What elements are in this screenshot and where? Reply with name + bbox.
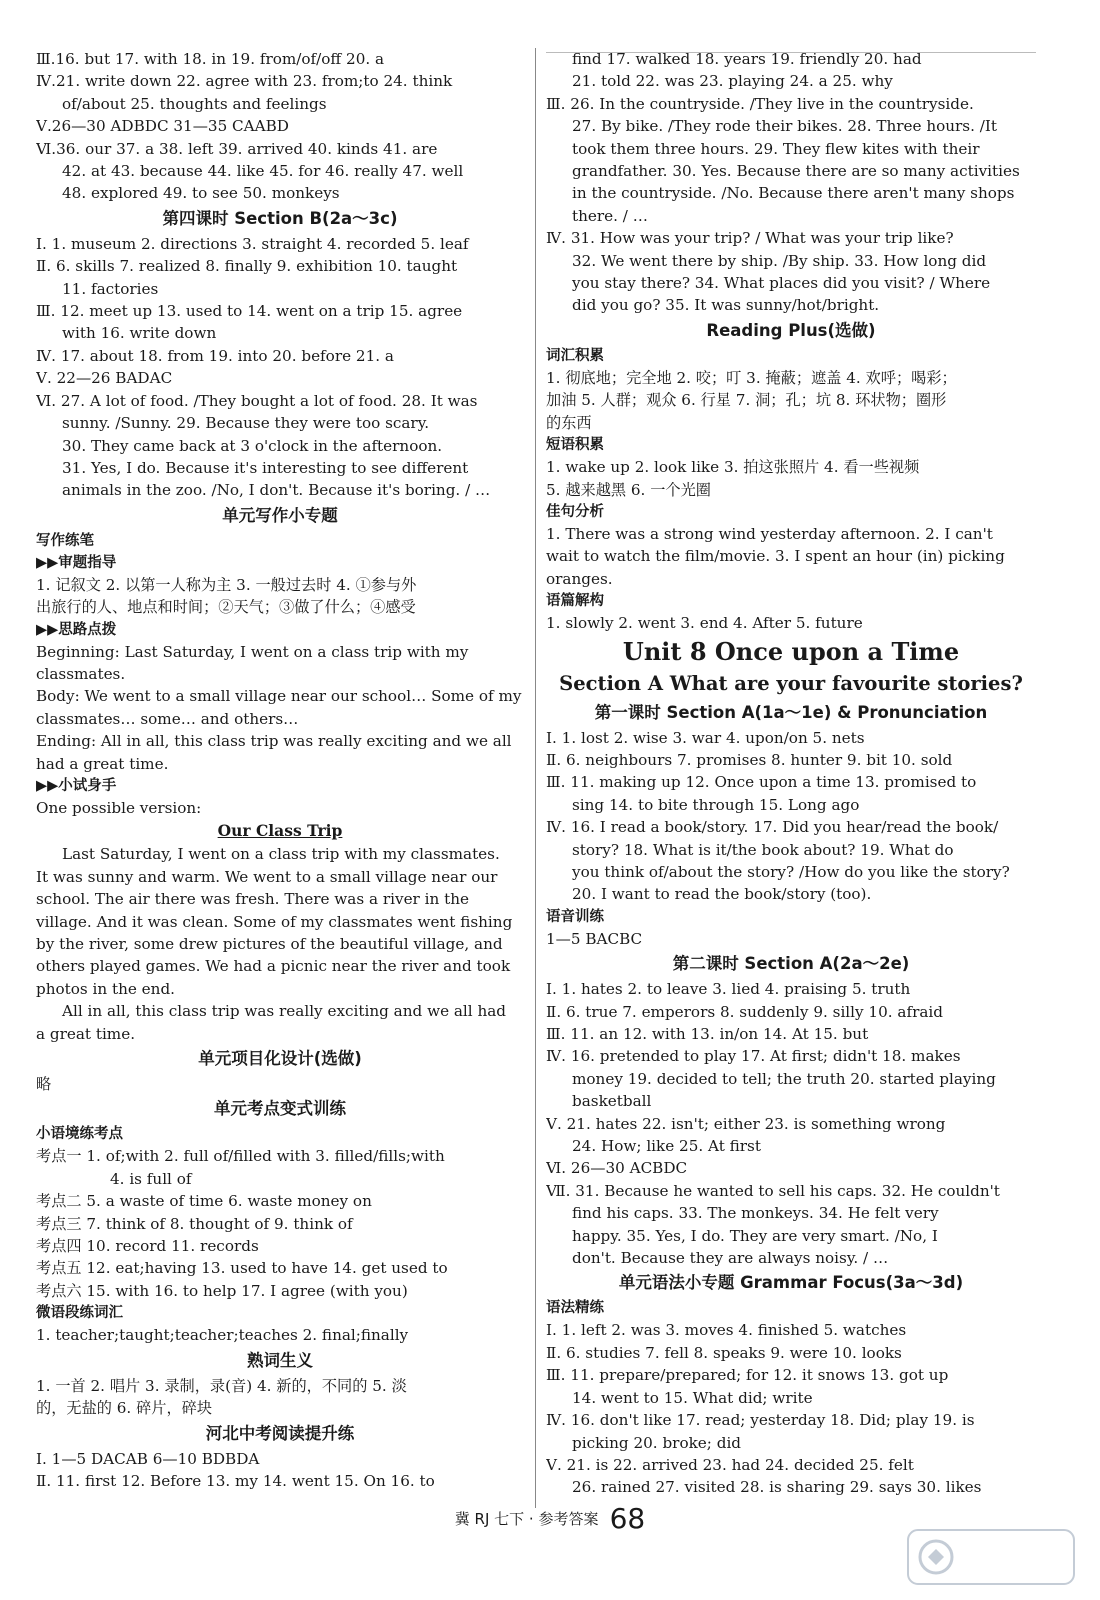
answer-line: grandfather. 30. Yes. Because there are so many activities	[572, 162, 1020, 181]
answer-line: wait to watch the film/movie. 3. I spent an hour (in) picking	[546, 547, 1005, 566]
essay-line: All in all, this class trip was really exciting and we all had	[62, 1002, 507, 1021]
answer-line: did you go? 35. It was sunny/hot/bright.	[572, 296, 880, 315]
subheading: 语法精练	[546, 1300, 604, 1317]
answer-line: Ⅰ. 1—5 DACAB 6—10 BDBDA	[36, 1449, 260, 1468]
essay-line: photos in the end.	[36, 979, 176, 998]
subheading: 语篇解构	[546, 593, 604, 610]
answer-line: Ⅳ. 17. about 18. from 19. into 20. before 21. a	[36, 346, 394, 365]
section-heading: 熟词生义	[247, 1350, 313, 1370]
section-heading: 河北中考阅读提升练	[205, 1423, 355, 1443]
answer-line: you stay there? 34. What places did you visit? / Where	[572, 274, 991, 293]
answer-line: picking 20. broke; did	[572, 1433, 742, 1452]
answer-line: Ⅲ. 12. meet up 13. used to 14. went on a trip 15. agree	[36, 302, 463, 321]
essay-line: village. And it was clean. Some of my classmates went fishing	[36, 912, 513, 931]
unit-title: Unit 8 Once upon a Time	[622, 636, 960, 666]
answer-line: 5. 越来越黑 6. 一个光圈	[546, 480, 711, 499]
answer-line: 考点四 10. record 11. records	[36, 1237, 259, 1256]
answer-line: don't. Because they are always noisy. / …	[572, 1249, 889, 1268]
answer-line: 1. 彻底地；完全地 2. 咬；叮 3. 掩蔽；遮盖 4. 欢呼；喝彩；	[546, 368, 957, 387]
answer-line: Ⅰ. 1. hates 2. to leave 3. lied 4. praising 5. truth	[546, 980, 911, 999]
answer-line: oranges.	[546, 569, 613, 588]
answer-line: Ⅳ. 16. don't like 17. read; yesterday 18. Did; play 19. is	[546, 1411, 975, 1430]
answer-line: 1. 一首 2. 唱片 3. 录制，录(音) 4. 新的，不同的 5. 淡	[36, 1376, 407, 1395]
answer-line: 略	[36, 1075, 52, 1094]
answer-line: happy. 35. Yes, I do. They are very smart. /No, I	[572, 1226, 938, 1245]
answer-line: 11. factories	[62, 279, 159, 298]
subheading: ▶▶思路点拨	[36, 621, 117, 638]
answer-line: Ⅱ. 11. first 12. Before 13. my 14. went 15. On 16. to	[36, 1471, 435, 1490]
answer-line: 考点六 15. with 16. to help 17. I agree (with you)	[36, 1281, 408, 1300]
essay-line: school. The air there was fresh. There was a river in the	[36, 890, 469, 909]
answer-line: Ⅴ. 22—26 BADAC	[36, 369, 173, 388]
answer-line: 31. Yes, I do. Because it's interesting to see different	[62, 458, 469, 477]
answer-line: 加油 5. 人群；观众 6. 行星 7. 洞；孔；坑 8. 环状物；圈形	[546, 391, 947, 410]
subheading: 微语段练词汇	[36, 1305, 123, 1322]
answer-line: Ⅳ. 16. pretended to play 17. At first; didn't 18. makes	[546, 1047, 961, 1066]
answer-line: 考点二 5. a waste of time 6. waste money on	[36, 1192, 372, 1211]
answer-line: 1. There was a strong wind yesterday afternoon. 2. I can't	[546, 524, 993, 543]
answer-line: 21. told 22. was 23. playing 24. a 25. why	[572, 72, 893, 91]
answer-line: animals in the zoo. /No, I don't. Because it's boring. / …	[62, 481, 491, 500]
page-number: 68	[609, 1502, 646, 1535]
answer-line: 1. slowly 2. went 3. end 4. After 5. future	[546, 614, 863, 633]
answer-line: of/about 25. thoughts and feelings	[62, 94, 327, 113]
answer-line: in the countryside. /No. Because there aren't many shops	[572, 184, 1015, 203]
answer-line: Ⅳ.21. write down 22. agree with 23. from;to 24. think	[36, 72, 453, 91]
answer-line: Ⅲ. 11. making up 12. Once upon a time 13. promised to	[546, 773, 977, 792]
answer-line: 4. is full of	[110, 1169, 192, 1188]
answer-line: sunny. /Sunny. 29. Because they were too scary.	[62, 414, 430, 433]
section-heading: Reading Plus(选做)	[706, 320, 876, 340]
section-heading: 单元项目化设计(选做)	[198, 1049, 362, 1069]
answer-line: Ⅰ. 1. left 2. was 3. moves 4. finished 5. watches	[546, 1321, 907, 1340]
answer-line: 考点三 7. think of 8. thought of 9. think of	[36, 1214, 353, 1233]
answer-line: Ⅴ. 21. is 22. arrived 23. had 24. decided 25. felt	[546, 1455, 914, 1474]
answer-line: Ⅱ. 6. true 7. emperors 8. suddenly 9. silly 10. afraid	[546, 1002, 943, 1021]
answer-line: find his caps. 33. The monkeys. 34. He felt very	[572, 1204, 939, 1223]
answer-line: 24. How; like 25. At first	[572, 1137, 761, 1156]
answer-line: Ⅲ.16. but 17. with 18. in 19. from/of/off 20. a	[36, 50, 385, 68]
answer-line: Ⅵ. 26—30 ACBDC	[546, 1159, 688, 1178]
answer-line: Ⅳ. 16. I read a book/story. 17. Did you hear/read the book/	[546, 818, 999, 837]
essay-line: a great time.	[36, 1024, 136, 1043]
answer-line: Ⅱ. 6. skills 7. realized 8. finally 9. exhibition 10. taught	[36, 257, 458, 276]
answer-line: 考点一 1. of;with 2. full of/filled with 3. filled/fills;with	[36, 1147, 445, 1166]
answer-line: Ⅴ. 21. hates 22. isn't; either 23. is something wrong	[546, 1114, 946, 1133]
answer-line: 1. teacher;taught;teacher;teaches 2. final;finally	[36, 1326, 409, 1345]
answer-line: 26. rained 27. visited 28. is sharing 29. says 30. likes	[572, 1478, 982, 1497]
answer-line: story? 18. What is it/the book about? 19. What do	[572, 840, 954, 859]
answer-line: sing 14. to bite through 15. Long ago	[572, 795, 860, 814]
section-heading: 单元考点变式训练	[214, 1099, 346, 1119]
essay-line: Last Saturday, I went on a class trip with my classmates.	[62, 845, 500, 864]
essay-title: Our Class Trip	[217, 821, 343, 841]
answer-line: 48. explored 49. to see 50. monkeys	[62, 184, 340, 203]
answer-line: Body: We went to a small village near our school… Some of my	[36, 687, 522, 706]
section-heading: 单元写作小专题	[222, 505, 338, 525]
answer-line: 14. went to 15. What did; write	[572, 1388, 813, 1407]
answer-line: find 17. walked 18. years 19. friendly 20. had	[572, 50, 922, 68]
answer-line: Ⅵ.36. our 37. a 38. left 39. arrived 40. kinds 41. are	[36, 139, 438, 158]
subheading: 佳句分析	[546, 503, 604, 520]
answer-line: 的，无盐的 6. 碎片，碎块	[36, 1399, 213, 1418]
answer-line: Ending: All in all, this class trip was really exciting and we all	[36, 732, 512, 751]
essay-line: It was sunny and warm. We went to a small village near our	[36, 867, 498, 886]
subheading: 写作练笔	[36, 532, 94, 549]
answer-line: Ⅳ. 31. How was your trip? / What was your trip like?	[546, 229, 954, 248]
answer-line: you think of/about the story? /How do you like the story?	[572, 862, 1010, 881]
answer-line: there. / …	[572, 206, 648, 225]
answer-line: Ⅱ. 6. neighbours 7. promises 8. hunter 9. bit 10. sold	[546, 750, 953, 769]
footer-text: 冀 RJ 七下 · 参考答案	[454, 1510, 599, 1528]
answer-line: 出旅行的人、地点和时间；②天气；③做了什么；④感受	[36, 598, 416, 617]
section-heading: 第一课时 Section A(1a～1e) & Pronunciation	[594, 702, 988, 722]
subheading: 词汇积累	[546, 347, 604, 364]
subheading: 小语境练考点	[36, 1126, 123, 1143]
answer-line: classmates… some… and others…	[36, 709, 299, 728]
answer-line: 1. wake up 2. look like 3. 拍这张照片 4. 看一些视频	[546, 458, 920, 477]
column-divider	[535, 48, 536, 1508]
section-heading: 第四课时 Section B(2a～3c)	[162, 208, 398, 228]
answer-line: Beginning: Last Saturday, I went on a class trip with my	[36, 642, 469, 661]
answer-line: 30. They came back at 3 o'clock in the afternoon.	[62, 436, 443, 455]
answer-line: 的东西	[546, 413, 592, 432]
section-heading: 第二课时 Section A(2a～2e)	[672, 954, 910, 974]
answer-line: 27. By bike. /They rode their bikes. 28. Three hours. /It	[572, 117, 997, 136]
answer-line: took them three hours. 29. They flew kites with their	[572, 139, 980, 158]
answer-line: 考点五 12. eat;having 13. used to have 14. get used to	[36, 1259, 448, 1278]
essay-line: others played games. We had a picnic near the river and took	[36, 957, 511, 976]
answer-line: had a great time.	[36, 754, 169, 773]
answer-line: Ⅵ. 27. A lot of food. /They bought a lot of food. 28. It was	[36, 391, 478, 410]
answer-line: classmates.	[36, 664, 126, 683]
essay-line: by the river, some drew pictures of the beautiful village, and	[36, 935, 503, 953]
answer-line: Ⅲ. 11. an 12. with 13. in/on 14. At 15. but	[546, 1025, 869, 1043]
answer-line: Ⅲ. 11. prepare/prepared; for 12. it snows 13. got up	[546, 1366, 949, 1385]
left-column	[36, 48, 524, 1492]
answer-line: basketball	[572, 1092, 652, 1111]
answer-line: Ⅴ.26—30 ADBDC 31—35 CAABD	[36, 117, 289, 136]
answer-line: money 19. decided to tell; the truth 20. started playing	[572, 1069, 996, 1088]
watermark-logo-icon	[906, 1526, 1076, 1588]
subheading: ▶▶审题指导	[36, 554, 117, 571]
answer-line: 1. 记叙文 2. 以第一人称为主 3. 一般过去时 4. ①参与外	[36, 575, 417, 594]
answer-line: 1—5 BACBC	[546, 929, 643, 948]
subheading: ▶▶小试身手	[36, 777, 117, 794]
answer-line: One possible version:	[36, 798, 202, 817]
answer-line: 32. We went there by ship. /By ship. 33. How long did	[572, 251, 987, 270]
answer-line: Ⅰ. 1. museum 2. directions 3. straight 4. recorded 5. leaf	[36, 234, 469, 253]
answer-line: Ⅶ. 31. Because he wanted to sell his caps. 32. He couldn't	[546, 1181, 1000, 1200]
answer-line: 42. at 43. because 44. like 45. for 46. really 47. well	[62, 162, 464, 181]
subheading: 短语积累	[546, 437, 604, 454]
subheading: 语音训练	[546, 908, 604, 925]
answer-line: Ⅰ. 1. lost 2. wise 3. war 4. upon/on 5. nets	[546, 728, 865, 747]
answer-line: Ⅲ. 26. In the countryside. /They live in the countryside.	[546, 94, 974, 113]
answer-line: 20. I want to read the book/story (too).	[572, 885, 872, 904]
right-column	[546, 48, 1036, 1499]
section-title: Section A What are your favourite stories?	[559, 671, 1023, 695]
answer-line: Ⅱ. 6. studies 7. fell 8. speaks 9. were 10. looks	[546, 1343, 902, 1362]
answer-line: with 16. write down	[62, 324, 217, 343]
section-heading: 单元语法小专题 Grammar Focus(3a～3d)	[618, 1273, 964, 1293]
